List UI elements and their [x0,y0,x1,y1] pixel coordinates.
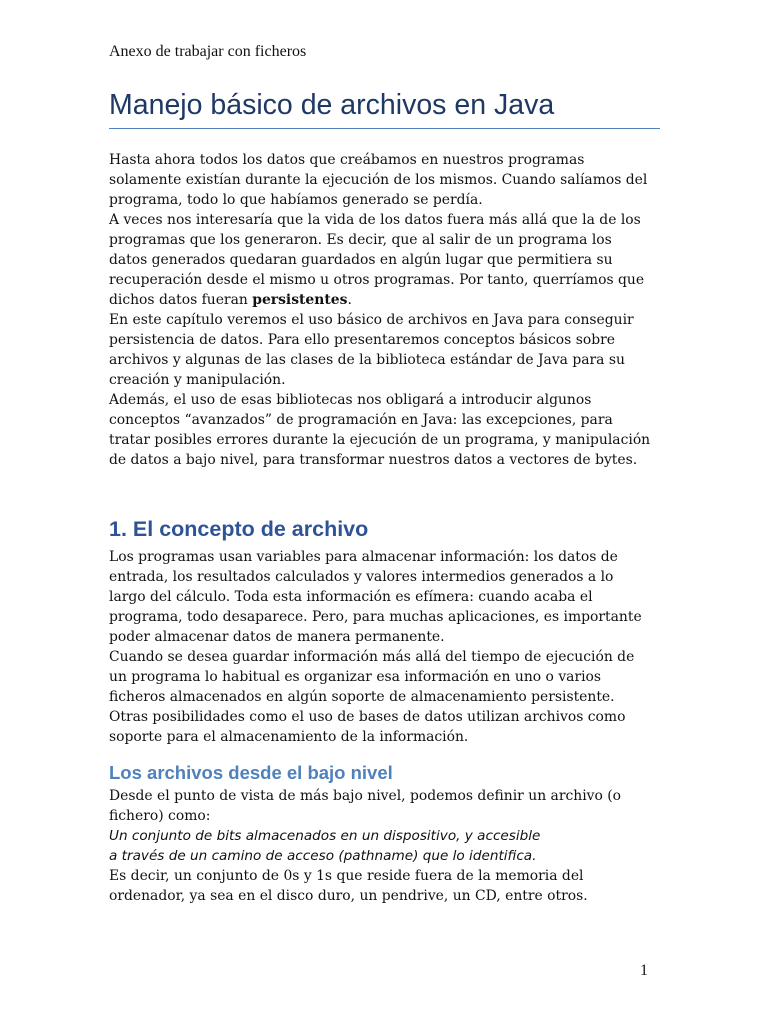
intro-paragraph-2-end: . [347,292,352,308]
running-header: Anexo de trabajar con ficheros [109,43,307,60]
definition-quote-line-1: Un conjunto de bits almacenados en un dispositivo, y accesible [109,828,541,844]
intro-paragraph-2-text: A veces nos interesaría que la vida de los datos fuera más allá que la de los programas que los generaron. Es decir, que al salir de un programa los datos generados quedaran guardados en algún lugar que permitiera su recuperación desde el mismo u otros programas. Por tanto, querríamos que dichos datos fueran [109,212,645,308]
section-1-heading: 1. El concepto de archivo [109,517,369,541]
subsection-paragraph-1: Desde el punto de vista de más bajo nivel, podemos definir un archivo (o fichero) como: [109,788,622,824]
section-1-body [109,547,654,747]
intro-paragraph-4: Además, el uso de esas bibliotecas nos obligará a introducir algunos conceptos “avanzados” de programación en Java: las excepciones, para tratar posibles errores durante la ejecución de un programa, y manipulación de datos a bajo nivel, para transformar nuestros datos a vectores de bytes. [109,392,651,468]
section-1-paragraph-1: Los programas usan variables para almacenar información: los datos de entrada, los resultados calculados y valores intermedios generados a lo largo del cálculo. Toda esta información es efímera: cuando acaba el programa, todo desaparece. Pero, para muchas aplicaciones, es importante poder almacenar datos de manera permanente. [109,549,642,645]
intro-paragraph-2 [109,210,654,310]
intro-section [109,150,654,470]
intro-paragraph-1: Hasta ahora todos los datos que creábamos en nuestros programas solamente existían durante la ejecución de los mismos. Cuando salíamos del programa, todo lo que habíamos generado se perdía. [109,152,648,208]
definition-quote-line-2: a través de un camino de acceso (pathname) que lo identifica. [109,848,537,864]
subsection-paragraph-2: Es decir, un conjunto de 0s y 1s que reside fuera de la memoria del ordenador, ya sea en el disco duro, un pendrive, un CD, entre otros. [109,868,588,904]
persistentes-term: persistentes [252,292,348,308]
subsection-body [109,786,654,906]
subsection-heading: Los archivos desde el bajo nivel [109,762,393,783]
page-number: 1 [640,962,648,979]
intro-paragraph-3: En este capítulo veremos el uso básico de archivos en Java para conseguir persistencia de datos. Para ello presentaremos conceptos básicos sobre archivos y algunas de las clases de la biblioteca estándar de Java para su creación y manipulación. [109,312,634,388]
section-1-paragraph-2: Cuando se desea guardar información más allá del tiempo de ejecución de un programa lo habitual es organizar esa información en uno o varios ficheros almacenados en algún soporte de almacenamiento persistente. Otras posibilidades como el uso de bases de datos utilizan archivos como soporte para el almacenamiento de la información. [109,649,635,745]
document-title: Manejo básico de archivos en Java [109,86,660,129]
